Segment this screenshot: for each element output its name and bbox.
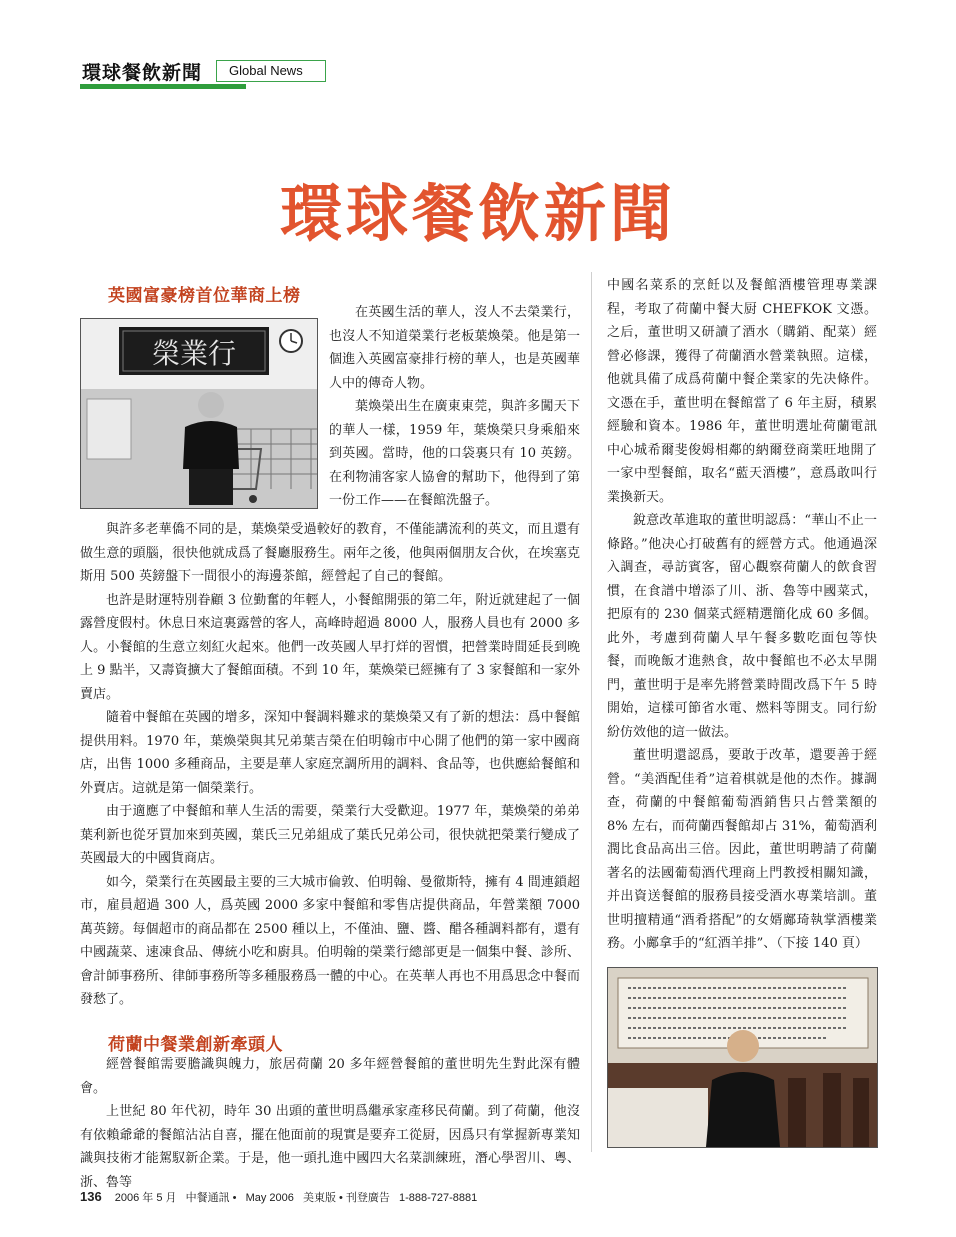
- column-divider: [591, 272, 592, 1152]
- footer-date: 2006 年 5 月: [114, 1192, 177, 1204]
- article1-paragraph: 由于適應了中餐館和華人生活的需要，榮業行大受歡迎。1977 年，葉煥榮的弟弟葉利新也從牙買加來到英國，葉氏三兄弟組成了葉氏兄弟公司，很快就把榮業行變成了英國最大的中國貨商店。: [80, 804, 580, 866]
- section-header-english: Global News: [216, 60, 326, 82]
- article1-paragraph: 在英國生活的華人，沒人不去榮業行，也沒人不知道榮業行老板葉煥榮。他是第一個進入英國富豪排行榜的華人，也是英國華人中的傳奇人物。: [329, 305, 580, 391]
- shop-sign-text: 榮業行: [151, 337, 237, 370]
- article2-title: 荷蘭中餐業創新牽頭人: [108, 1035, 283, 1055]
- article1-paragraph: 也許是財運特別眷顧 3 位勤奮的年輕人，小餐館開張的第二年，附近就建起了一個露營度假村。休息日來這裏露營的客人，高峰時超過 8000 人，服務人員也有 2000 多人。小餐館的生意立刻紅火起來。他們一改英國人早打烊的習慣，把營業時間延長到晚上 9 點半，又壽資擴大了餐館面積。不到 10 年，葉煥榮已經擁有了 3 家餐館和一家外賣店。: [80, 592, 580, 702]
- article2-paragraph: 銳意改革進取的董世明認爲：“華山不止一條路。”他决心打破舊有的經營方式。他通過深入調查，尋訪賓客，留心觀察荷蘭人的飲食習慣，在食譜中增添了川、浙、魯等中國菜式，把原有的 230 個菜式經精選簡化成 60 多個。此外，考慮到荷蘭人早午餐多數吃面包等快餐，而晚飯才進熱食，故中餐館也不必太早開門，董世明于是率先將營業時間改爲下午 5 時開始，這樣可節省水電、燃料等開支。同行紛紛仿效他的這一做法。: [607, 513, 877, 740]
- article1-paragraph: 如今，榮業行在英國最主要的三大城市倫敦、伯明翰、曼徹斯特，擁有 4 間連鎖超市，雇員超過 300 人，爲英國 2000 多家中餐館和零售店提供商品，年營業額 7000 萬英鎊。每個超市的商品都在 2500 種以上，不僅油、鹽、醬、醋各種調料都有，還有中國蔬菜、速凍食品、傳統小吃和廚具。伯明翰的榮業行總部更是一個集中餐、診所、會計師事務所、律師事務所等多種服務爲一體的中心。在英華人再也不用爲思念中餐而發愁了。: [80, 874, 580, 1007]
- page-title: 環球餐飲新聞: [279, 177, 676, 250]
- article1-intro-text: [329, 301, 580, 513]
- footer-edition: 美東版 • 刊登廣告: [302, 1192, 390, 1204]
- article2-photo: [607, 967, 878, 1148]
- article2-paragraph: 經營餐館需要膽識與魄力，旅居荷蘭 20 多年經營餐館的董世明先生對此深有體會。: [80, 1057, 580, 1096]
- article1-photo: [80, 318, 318, 509]
- section-header-title: 環球餐飲新聞: [82, 62, 203, 84]
- article2-right-column: [607, 274, 877, 956]
- footer-publication: 中餐通訊 •: [185, 1192, 237, 1204]
- header-accent-bar: [80, 84, 246, 89]
- article1-paragraph: 葉煥榮出生在廣東東莞，與許多闖天下的華人一樣，1959 年，葉煥榮只身乘船來到英國。當時，他的口袋裏只有 10 英鎊。在利物浦客家人協會的幫助下，他得到了第一份工作——在餐館洗盤子。: [329, 399, 580, 508]
- footer-phone: 1-888-727-8881: [398, 1192, 478, 1204]
- page-footer: [80, 1189, 483, 1205]
- article2-paragraph: 董世明還認爲，要敢于改革，還要善于經營。“美酒配佳肴”這着棋就是他的杰作。據調查，荷蘭的中餐館葡萄酒銷售只占營業額的 8% 左右，而荷蘭西餐館却占 31%，葡萄酒利潤比食品高出三倍。因此，董世明聘請了荷蘭著名的法國葡萄酒代理商上門教授相關知識，并出資送餐館的服務員接受酒水專業培訓。董世明擅精通“酒肴搭配”的女婿鄺琦執掌酒樓業務。小鄺拿手的“紅酒羊排”、（下接 140 頁）: [607, 748, 877, 951]
- article2-body-text: [80, 1053, 580, 1194]
- article1-paragraph: 隨着中餐館在英國的增多，深知中餐調料難求的葉煥榮又有了新的想法：爲中餐館提供用料。1970 年，葉煥榮與其兄弟葉吉榮在伯明翰市中心開了他們的第一家中國商店，出售 1000 多種商品，主要是華人家庭烹調所用的調料、食品等，也供應給餐館和外賣店。這就是第一個榮業行。: [80, 710, 580, 796]
- article1-paragraph: 與許多老華僑不同的是，葉煥榮受過較好的教育，不僅能講流利的英文，而且還有做生意的頭腦，很快他就成爲了餐廳服務生。兩年之後，他與兩個朋友合伙，在埃塞克斯用 500 英鎊盤下一間很小的海邊茶館，經營起了自己的餐館。: [80, 522, 580, 584]
- article1-body-text: [80, 518, 580, 1012]
- article2-paragraph: 中國名菜系的烹飪以及餐館酒樓管理專業課程，考取了荷蘭中餐大厨 CHEFKOK 文憑。之后，董世明又研讀了酒水（購銷、配菜）經營必修課，獲得了荷蘭酒水營業執照。這樣，他就具備了成爲荷蘭中餐企業家的先决條件。文憑在手，董世明在餐館當了 6 年主厨，積累經驗和資本。1986 年，董世明選址荷蘭電訊中心城希爾斐俊姆相鄰的納爾登商業旺地開了一家中型餐館，取名“藍天酒樓”，意爲敢叫行業換新天。: [607, 278, 877, 505]
- article2-paragraph: 上世紀 80 年代初，時年 30 出頭的董世明爲繼承家產移民荷蘭。到了荷蘭，他沒有依賴爺爺的餐館沾沾自喜，擺在他面前的現實是要弃工從厨，因爲只有掌握新專業知識與技術才能駕馭新企業。于是，他一頭扎進中國四大名菜訓練班，潛心學習川、粵、浙、魯等: [80, 1104, 580, 1190]
- article1-title: 英國富豪榜首位華商上榜: [108, 286, 301, 306]
- page-number: 136: [80, 1189, 102, 1204]
- footer-date-en: May 2006: [245, 1192, 294, 1204]
